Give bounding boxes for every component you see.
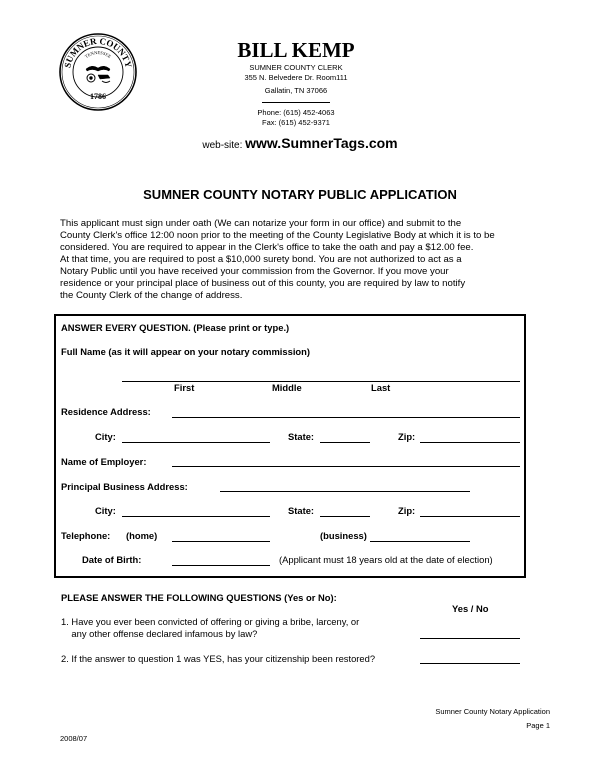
- clerk-phone: Phone: (615) 452-4063: [257, 108, 335, 117]
- business-phone-label: (business): [320, 530, 367, 541]
- employer-field[interactable]: [172, 466, 520, 467]
- last-name-caption: Last: [371, 382, 391, 393]
- residence-state-label: State:: [288, 431, 315, 442]
- footer-date: 2008/07: [60, 734, 88, 743]
- seal-emblem-icon: [86, 66, 110, 82]
- website-label: web-site:: [202, 140, 243, 151]
- first-name-caption: First: [174, 382, 195, 393]
- seal-year: 1786: [90, 92, 106, 101]
- business-city-field[interactable]: [122, 516, 270, 517]
- business-address-label: Principal Business Address:: [61, 481, 188, 492]
- question-2-answer-field[interactable]: [420, 663, 520, 664]
- form-instruction: ANSWER EVERY QUESTION. (Please print or type.): [61, 322, 290, 333]
- questions-heading: PLEASE ANSWER THE FOLLOWING QUESTIONS (Yes or No):: [61, 592, 337, 603]
- footer-page-number: Page 1: [526, 721, 550, 730]
- dob-field[interactable]: [172, 565, 270, 566]
- full-name-label: Full Name (as it will appear on your notary commission): [61, 346, 311, 357]
- employer-label: Name of Employer:: [61, 456, 147, 467]
- intro-line: County Clerk's office 12:00 noon prior to the meeting of the County Legislative Body at which it is to be: [60, 230, 495, 241]
- dob-note: (Applicant must 18 years old at the date of election): [279, 554, 493, 565]
- business-address-field[interactable]: [220, 491, 470, 492]
- seal-top-text: SUMNER COUNTY: [62, 35, 134, 69]
- question-1-answer-field[interactable]: [420, 638, 520, 639]
- website-row: [0, 135, 600, 151]
- website-link[interactable]: www.SumnerTags.com: [245, 135, 398, 151]
- intro-line: the County Clerk of the change of address.: [60, 290, 243, 301]
- intro-line: residence or your principal place of business out of this county, you are required by law to notify: [60, 278, 466, 289]
- seal-mid-text: TENNESSEE: [83, 49, 113, 60]
- business-city-label: City:: [95, 505, 116, 516]
- svg-text:TENNESSEE: [84, 50, 112, 59]
- intro-line: Notary Public until you have received your commission from the Governor. If you move your: [60, 266, 449, 277]
- intro-line: This applicant must sign under oath (We can notarize your form in our office) and submit to the: [60, 218, 462, 229]
- residence-state-field[interactable]: [320, 442, 370, 443]
- clerk-office: SUMNER COUNTY CLERK: [249, 63, 343, 72]
- footer-doc-name: Sumner County Notary Application: [435, 707, 550, 716]
- clerk-address-line2: Gallatin, TN 37066: [264, 86, 328, 95]
- business-state-field[interactable]: [320, 516, 370, 517]
- business-state-label: State:: [288, 505, 315, 516]
- home-phone-label: (home): [126, 530, 158, 541]
- business-zip-label: Zip:: [398, 505, 416, 516]
- intro-line: considered. You are required to appear in the Clerk's office to take the oath and pay a $12.00 fee.: [60, 242, 474, 253]
- residence-zip-label: Zip:: [398, 431, 416, 442]
- question-1-line1: 1. Have you ever been convicted of offering or giving a bribe, larceny, or: [61, 616, 360, 627]
- residence-address-label: Residence Address:: [61, 406, 151, 417]
- question-2: 2. If the answer to question 1 was YES, has your citizenship been restored?: [61, 653, 376, 664]
- business-phone-field[interactable]: [370, 541, 470, 542]
- residence-city-field[interactable]: [122, 442, 270, 443]
- question-1-line2: any other offense declared infamous by law?: [61, 628, 258, 639]
- clerk-fax: Fax: (615) 452-9371: [262, 118, 330, 127]
- residence-city-label: City:: [95, 431, 116, 442]
- home-phone-field[interactable]: [172, 541, 270, 542]
- document-title: SUMNER COUNTY NOTARY PUBLIC APPLICATION: [143, 187, 457, 202]
- header-divider: [262, 102, 330, 103]
- residence-address-field[interactable]: [172, 417, 520, 418]
- intro-paragraph: [60, 218, 550, 302]
- clerk-address-line1: 355 N. Belvedere Dr. Room111: [244, 73, 348, 82]
- middle-name-caption: Middle: [272, 382, 302, 393]
- residence-zip-field[interactable]: [420, 442, 520, 443]
- yes-no-caption: Yes / No: [452, 603, 489, 614]
- county-seal: [58, 32, 138, 112]
- telephone-label: Telephone:: [61, 530, 111, 541]
- dob-label: Date of Birth:: [82, 554, 142, 565]
- intro-line: At that time, you are required to post a $10,000 surety bond. You are not authorized to act as a: [60, 254, 462, 265]
- business-zip-field[interactable]: [420, 516, 520, 517]
- clerk-name: BILL KEMP: [237, 38, 355, 62]
